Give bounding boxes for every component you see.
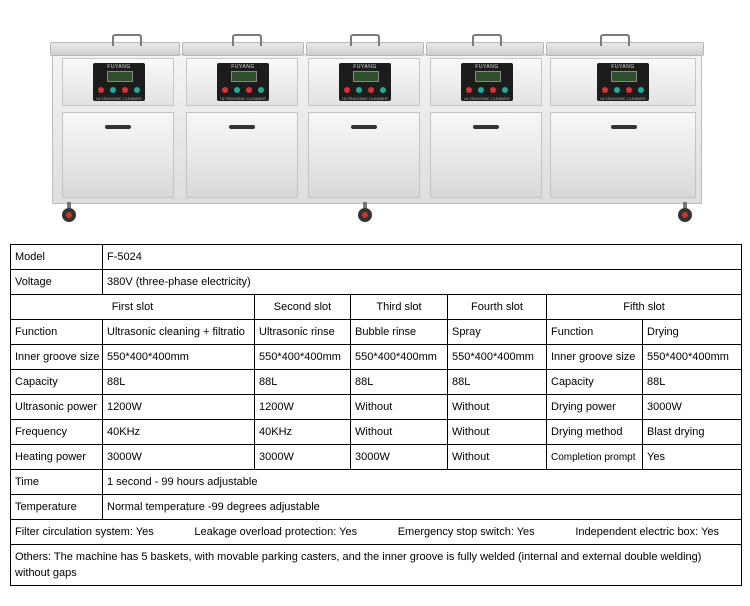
control-panel xyxy=(217,63,269,101)
door-pull-icon xyxy=(105,125,131,129)
display-screen xyxy=(107,71,133,82)
table-cell: 88L xyxy=(255,370,351,395)
lid-handle-icon xyxy=(112,34,142,46)
cabinet-door xyxy=(550,112,696,198)
row-label: Capacity xyxy=(11,370,103,395)
control-section xyxy=(550,58,696,106)
cleaning-unit-4 xyxy=(426,56,544,200)
table-cell: 1200W xyxy=(103,395,255,420)
temperature-label: Temperature xyxy=(11,495,103,520)
feature-item: Independent electric box: Yes xyxy=(575,526,720,538)
table-cell: Without xyxy=(351,420,448,445)
control-section xyxy=(430,58,542,106)
emergency-stop-icon xyxy=(466,87,472,93)
display-screen xyxy=(353,71,379,82)
table-cell: Without xyxy=(351,395,448,420)
feature-item: Filter circulation system: Yes xyxy=(15,526,154,538)
table-cell: Yes xyxy=(643,445,742,470)
table-cell: Without xyxy=(448,420,547,445)
others-row xyxy=(11,545,742,586)
table-cell: 40KHz xyxy=(103,420,255,445)
door-pull-icon xyxy=(229,125,255,129)
table-cell: Capacity xyxy=(547,370,643,395)
display-screen xyxy=(231,71,257,82)
button-icon xyxy=(368,87,374,93)
cabinet-door xyxy=(430,112,542,198)
time-value: 1 second - 99 hours adjustable xyxy=(103,470,742,495)
panel-brand: FUYANG xyxy=(475,64,499,70)
button-icon xyxy=(234,87,240,93)
cabinet-door xyxy=(308,112,420,198)
model-label: Model xyxy=(11,245,103,270)
voltage-label: Voltage xyxy=(11,270,103,295)
table-cell: Function xyxy=(547,320,643,345)
cabinet-door xyxy=(62,112,174,198)
control-section xyxy=(186,58,298,106)
table-cell: Drying method xyxy=(547,420,643,445)
door-pull-icon xyxy=(473,125,499,129)
table-row xyxy=(11,320,742,345)
control-panel xyxy=(597,63,649,101)
button-icon xyxy=(380,87,386,93)
table-row xyxy=(11,420,742,445)
caster-wheel-icon xyxy=(358,202,372,222)
table-cell: 88L xyxy=(103,370,255,395)
panel-label: ULTRASONIC CLEANER xyxy=(96,96,142,101)
emergency-stop-icon xyxy=(344,87,350,93)
table-cell: Drying power xyxy=(547,395,643,420)
control-section xyxy=(308,58,420,106)
feature-item: Leakage overload protection: Yes xyxy=(194,526,358,538)
display-screen xyxy=(611,71,637,82)
specification-table xyxy=(10,244,742,586)
panel-brand: FUYANG xyxy=(107,64,131,70)
button-icon xyxy=(638,87,644,93)
table-row xyxy=(11,370,742,395)
table-cell: Blast drying xyxy=(643,420,742,445)
table-cell: Without xyxy=(448,395,547,420)
table-cell: 550*400*400mm xyxy=(103,345,255,370)
table-cell: 3000W xyxy=(643,395,742,420)
table-cell: 3000W xyxy=(255,445,351,470)
table-cell: Spray xyxy=(448,320,547,345)
ultrasonic-cleaner-illustration xyxy=(0,0,750,236)
button-icon xyxy=(110,87,116,93)
others-text: Others: The machine has 5 baskets, with movable parking casters, and the inner groove is fully welded (internal and external double welding) without gaps xyxy=(11,545,742,586)
table-header-row xyxy=(11,295,742,320)
table-cell: 550*400*400mm xyxy=(643,345,742,370)
slot-header: Third slot xyxy=(351,295,448,320)
button-icon xyxy=(122,87,128,93)
table-cell: Bubble rinse xyxy=(351,320,448,345)
control-panel xyxy=(93,63,145,101)
features-cell xyxy=(11,520,742,545)
caster-wheel-icon xyxy=(62,202,76,222)
emergency-stop-icon xyxy=(98,87,104,93)
table-cell: 88L xyxy=(351,370,448,395)
cleaning-unit-2 xyxy=(182,56,300,200)
table-cell: Without xyxy=(448,445,547,470)
button-icon xyxy=(626,87,632,93)
cabinet-door xyxy=(186,112,298,198)
table-row xyxy=(11,470,742,495)
slot-header: Fourth slot xyxy=(448,295,547,320)
feature-item: Emergency stop switch: Yes xyxy=(397,526,535,538)
cleaning-unit-3 xyxy=(304,56,422,200)
lid-handle-icon xyxy=(350,34,380,46)
door-pull-icon xyxy=(351,125,377,129)
table-cell: 550*400*400mm xyxy=(351,345,448,370)
panel-label: ULTRASONIC CLEANER xyxy=(220,96,266,101)
emergency-stop-icon xyxy=(602,87,608,93)
row-label: Inner groove size xyxy=(11,345,103,370)
table-row xyxy=(11,495,742,520)
table-row xyxy=(11,245,742,270)
voltage-value: 380V (three-phase electricity) xyxy=(103,270,742,295)
table-row xyxy=(11,345,742,370)
table-row xyxy=(11,445,742,470)
table-row xyxy=(11,270,742,295)
table-cell: Drying xyxy=(643,320,742,345)
table-cell: Inner groove size xyxy=(547,345,643,370)
row-label: Ultrasonic power xyxy=(11,395,103,420)
button-icon xyxy=(246,87,252,93)
lid-handle-icon xyxy=(600,34,630,46)
features-row xyxy=(11,520,742,545)
table-cell: 40KHz xyxy=(255,420,351,445)
button-icon xyxy=(490,87,496,93)
button-icon xyxy=(134,87,140,93)
table-cell: Ultrasonic cleaning + filtratio xyxy=(103,320,255,345)
table-cell: 550*400*400mm xyxy=(448,345,547,370)
table-cell: 88L xyxy=(448,370,547,395)
slot-header: First slot xyxy=(11,295,255,320)
table-cell: 1200W xyxy=(255,395,351,420)
row-label: Function xyxy=(11,320,103,345)
panel-label: ULTRASONIC CLEANER xyxy=(464,96,510,101)
model-value: F-5024 xyxy=(103,245,742,270)
lid-handle-icon xyxy=(232,34,262,46)
row-label: Heating power xyxy=(11,445,103,470)
cleaning-unit-5 xyxy=(546,56,698,200)
button-icon xyxy=(502,87,508,93)
button-icon xyxy=(356,87,362,93)
time-label: Time xyxy=(11,470,103,495)
button-icon xyxy=(478,87,484,93)
slot-header: Second slot xyxy=(255,295,351,320)
button-icon xyxy=(614,87,620,93)
temperature-value: Normal temperature -99 degrees adjustable xyxy=(103,495,742,520)
table-cell: 550*400*400mm xyxy=(255,345,351,370)
table-cell: 3000W xyxy=(351,445,448,470)
door-pull-icon xyxy=(611,125,637,129)
table-cell: 88L xyxy=(643,370,742,395)
cleaning-unit-1 xyxy=(58,56,176,200)
panel-brand: FUYANG xyxy=(611,64,635,70)
slot-header: Fifth slot xyxy=(547,295,742,320)
emergency-stop-icon xyxy=(222,87,228,93)
panel-label: ULTRASONIC CLEANER xyxy=(342,96,388,101)
control-section xyxy=(62,58,174,106)
button-icon xyxy=(258,87,264,93)
table-row xyxy=(11,395,742,420)
panel-brand: FUYANG xyxy=(353,64,377,70)
panel-label: ULTRASONIC CLEANER xyxy=(600,96,646,101)
table-cell: 3000W xyxy=(103,445,255,470)
table-cell: Ultrasonic rinse xyxy=(255,320,351,345)
table-cell: Completion prompt xyxy=(547,445,643,470)
control-panel xyxy=(339,63,391,101)
caster-wheel-icon xyxy=(678,202,692,222)
panel-brand: FUYANG xyxy=(231,64,255,70)
display-screen xyxy=(475,71,501,82)
row-label: Frequency xyxy=(11,420,103,445)
control-panel xyxy=(461,63,513,101)
lid-handle-icon xyxy=(472,34,502,46)
